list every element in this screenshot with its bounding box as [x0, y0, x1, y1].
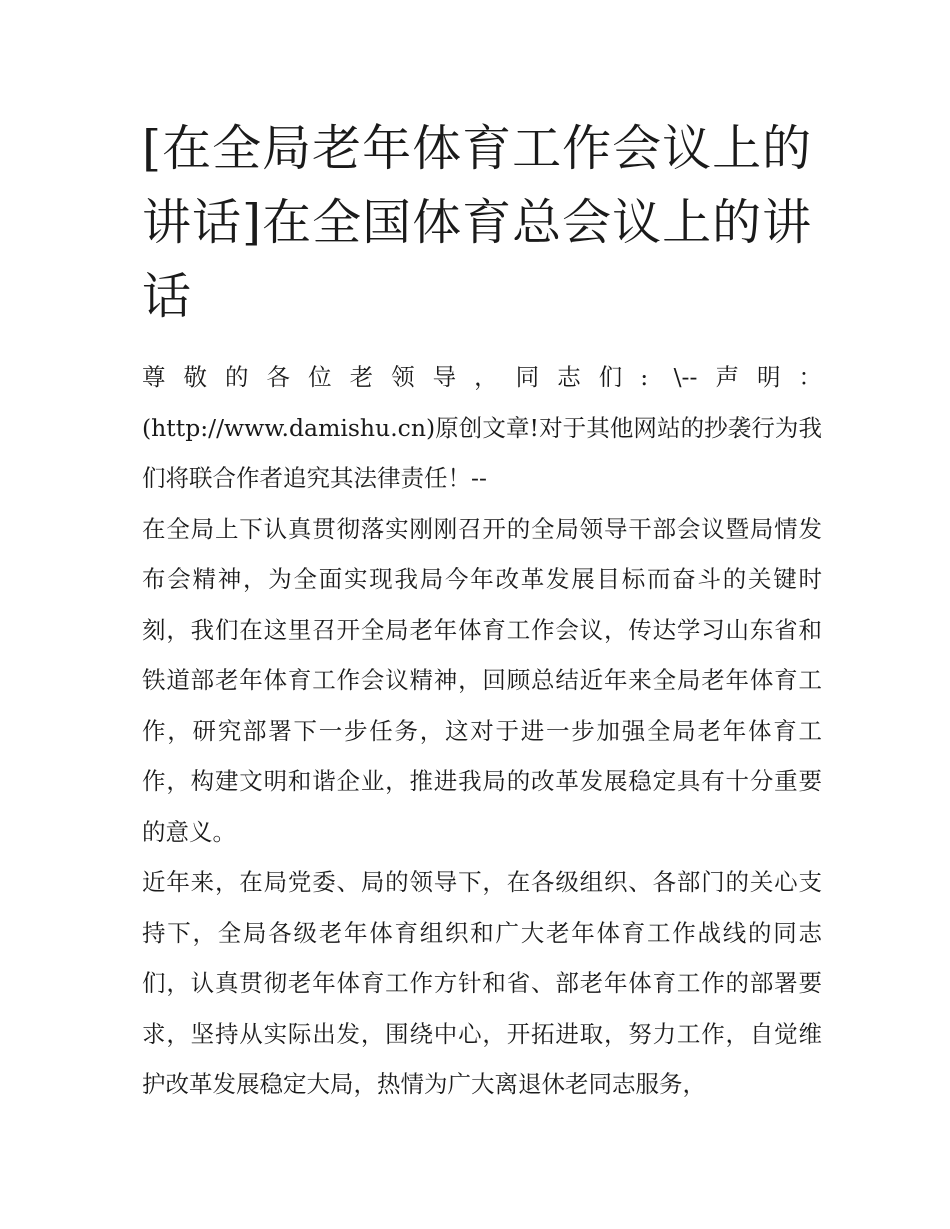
paragraph-salutation: 尊敬的各位老领导，同志们: \--声明：(http://www.damishu.cn)原创文章!对于其他网站的抄袭行为我们将联合作者追究其法律责任！-- [142, 363, 822, 492]
paragraph-achievements: 近年来，在局党委、局的领导下，在各级组织、各部门的关心支持下，全局各级老年体育组织和广大老年体育工作战线的同志们，认真贯彻老年体育工作方针和省、部老年体育工作的部署要求，坚持从实际出发，围绕中心，开拓进取，努力工作，自觉维护改革发展稳定大局，热情为广大离退休老同志服务， [142, 868, 822, 1098]
paragraph-intro: 在全局上下认真贯彻落实刚刚召开的全局领导干部会议暨局情发布会精神，为全面实现我局今年改革发展目标而奋斗的关键时刻，我们在这里召开全局老年体育工作会议，传达学习山东省和铁道部老年体育工作会议精神，回顾总结近年来全局老年体育工作，研究部署下一步任务，这对于进一步加强全局老年体育工作，构建文明和谐企业，推进我局的改革发展稳定具有十分重要的意义。 [142, 514, 822, 846]
document-page [142, 112, 822, 1110]
document-title: [在全局老年体育工作会议上的讲话]在全国体育总会议上的讲话 [142, 120, 813, 325]
